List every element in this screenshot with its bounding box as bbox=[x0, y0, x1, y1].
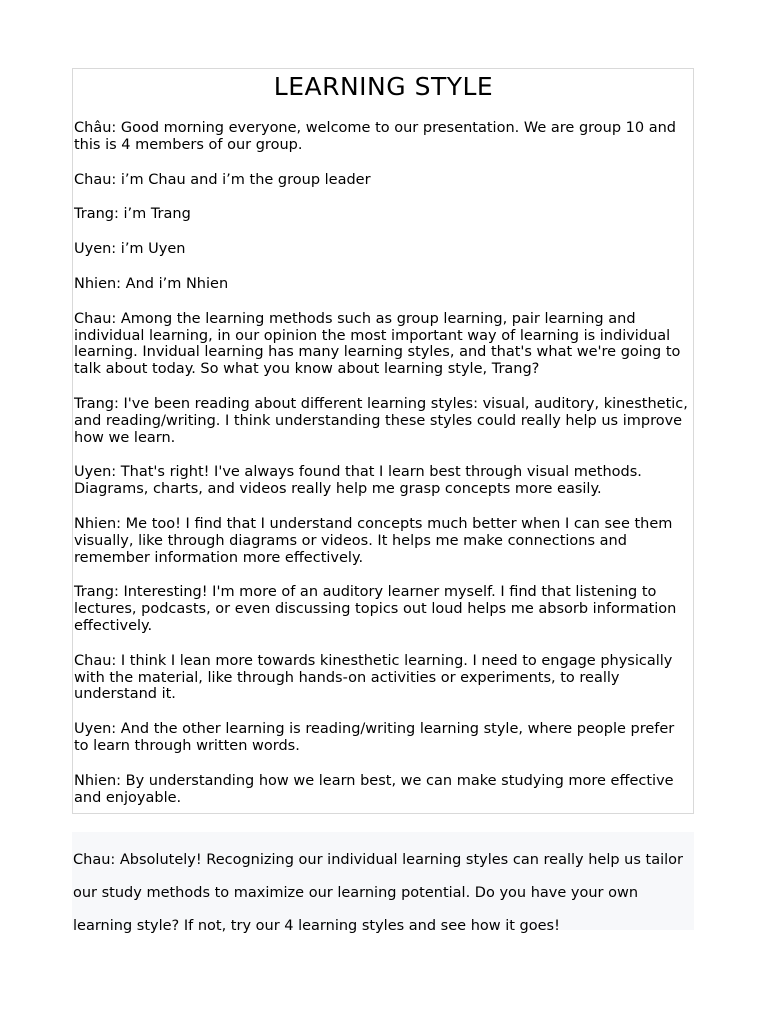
paragraph-intro-uyen: Uyen: i’m Uyen bbox=[74, 241, 186, 258]
paragraph-intro-trang: Trang: i’m Trang bbox=[74, 206, 191, 223]
paragraph-trang-auditory: Trang: Interesting! I'm more of an auditory learner myself. I find that listening to lectures, podcasts, or even discussing topics out loud helps me absorb information effectively. bbox=[74, 584, 677, 634]
page-title: LEARNING STYLE bbox=[273, 72, 494, 101]
paragraph-chau-methods: Chau: Among the learning methods such as group learning, pair learning and individual learning, in our opinion the most important way of learning is individual learning. Invidual learning has many learning styles, and that's what we're going to talk about today. So what you know about learning style, Trang? bbox=[74, 310, 681, 378]
paragraph-trang-styles: Trang: I've been reading about different learning styles: visual, auditory, kinesthetic, and reading/writing. I think understanding these styles could really help us improve how we learn. bbox=[74, 395, 688, 446]
paragraph-intro-chau: Chau: i’m Chau and i’m the group leader bbox=[74, 171, 371, 188]
paragraph-nhien-visual: Nhien: Me too! I find that I understand concepts much better when I can see them visually, like through diagrams or videos. It helps me make connections and remember information more effectively. bbox=[74, 515, 673, 566]
closing-box bbox=[72, 832, 694, 934]
paragraph-uyen-reading: Uyen: And the other learning is reading/writing learning style, where people prefer to learn through written words. bbox=[74, 721, 675, 754]
document-main-box bbox=[72, 68, 694, 814]
paragraph-chau-kinesthetic: Chau: I think I lean more towards kinesthetic learning. I need to engage physically with the material, like through hands-on activities or experiments, to really understand it. bbox=[74, 652, 673, 703]
paragraph-nhien-summary: Nhien: By understanding how we learn best, we can make studying more effective and enjoyable. bbox=[74, 772, 674, 806]
paragraph-intro-nhien: Nhien: And i’m Nhien bbox=[74, 275, 229, 292]
paragraph-greeting: Châu: Good morning everyone, welcome to our presentation. We are group 10 and this is 4 members of our group. bbox=[74, 120, 677, 153]
paragraph-uyen-visual: Uyen: That's right! I've always found that I learn best through visual methods. Diagrams, charts, and videos really help me grasp concepts more easily. bbox=[74, 464, 642, 498]
paragraph-closing: Chau: Absolutely! Recognizing our individual learning styles can really help us tailor our study methods to maximize our learning potential. Do you have your own learning style? If not, try our 4 learning styles and see how it goes! bbox=[73, 852, 683, 934]
